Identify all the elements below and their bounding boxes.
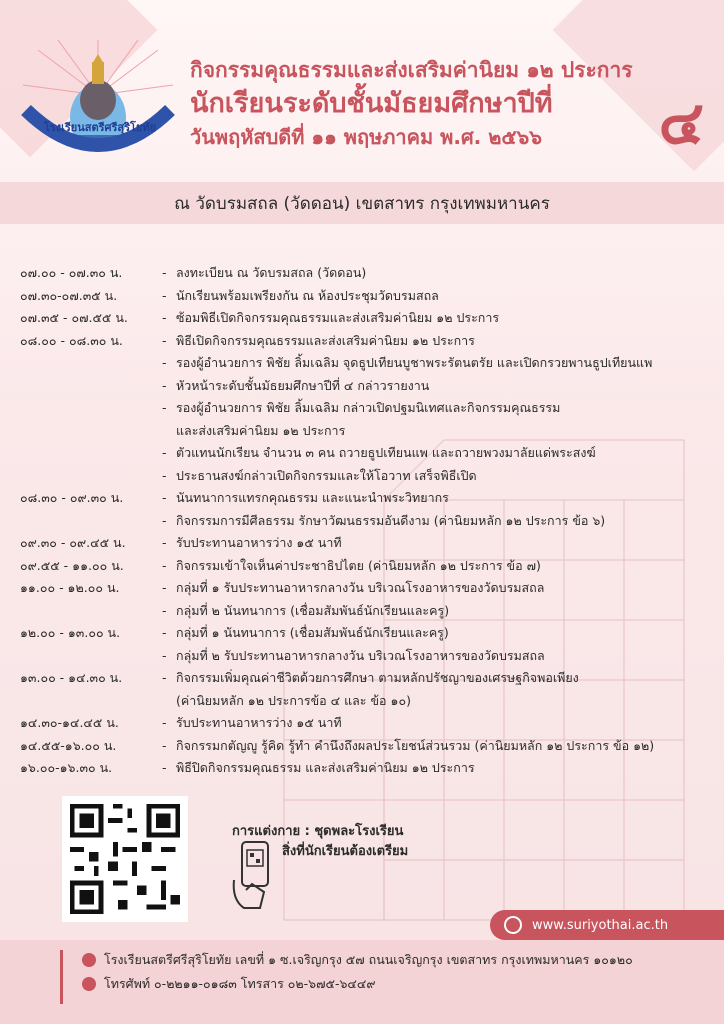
schedule-time	[20, 420, 162, 443]
schedule-dash: -	[162, 467, 167, 483]
schedule-row	[20, 690, 720, 713]
schedule-activity: นันทนาการแทรกคุณธรรม และแนะนำพระวิทยากร	[176, 490, 449, 505]
footer-address: โรงเรียนสตรีศรีสุริโยทัย เลขที่ ๑ ซ.เจริญกรุง ๕๗ ถนนเจริญกรุง เขตสาทร กรุงเทพมหานคร ๑๐๑๒๐	[104, 952, 633, 967]
schedule-time: ๐๗.๐๐ - ๐๗.๓๐ น.	[20, 265, 123, 280]
schedule-activity: พิธีเปิดกิจกรรมคุณธรรมและส่งเสริมค่านิยม ๑๒ ประการ	[176, 332, 475, 348]
schedule-row	[20, 285, 720, 308]
schedule-dash: -	[162, 512, 167, 528]
phone-scan-icon	[230, 840, 276, 912]
website-banner[interactable]	[490, 910, 724, 940]
schedule-dash	[162, 420, 176, 443]
header-date: วันพฤหัสบดีที่ ๑๑ พฤษภาคม พ.ศ. ๒๕๖๖	[190, 125, 542, 149]
header-title-line2: นักเรียนระดับชั้นมัธยมศึกษาปีที่	[190, 88, 553, 119]
phone-icon	[82, 977, 96, 991]
schedule-time: ๑๒.๐๐ - ๑๓.๐๐ น.	[20, 625, 121, 640]
schedule-time: ๑๖.๐๐-๑๖.๓๐ น.	[20, 760, 113, 775]
schedule-dash: -	[162, 557, 167, 573]
schedule-time: ๑๔.๓๐-๑๔.๔๕ น.	[20, 715, 119, 730]
venue-text: ณ วัดบรมสถล (วัดดอน) เขตสาทร กรุงเทพมหานคร	[174, 193, 550, 214]
schedule-row	[20, 262, 720, 285]
schedule-time	[20, 645, 162, 668]
school-emblem-text: โรงเรียนสตรีศรีสุริโยทัย	[43, 121, 157, 134]
schedule-row	[20, 352, 720, 375]
globe-icon	[504, 916, 522, 934]
schedule-activity: (ค่านิยมหลัก ๑๒ ประการข้อ ๔ และ ข้อ ๑๐)	[176, 692, 411, 708]
schedule-activity: หัวหน้าระดับชั้นมัธยมศึกษาปีที่ ๔ กล่าวรายงาน	[176, 377, 430, 393]
schedule-row	[20, 510, 720, 533]
website-url[interactable]: www.suriyothai.ac.th	[532, 917, 669, 933]
schedule-dash: -	[162, 602, 167, 618]
schedule-dash: -	[162, 737, 167, 753]
schedule-dash: -	[162, 760, 167, 775]
schedule-dash: -	[162, 445, 167, 460]
schedule-dash: -	[162, 535, 167, 550]
schedule-activity: รับประทานอาหารว่าง ๑๕ นาที	[176, 715, 342, 730]
schedule-activity: และส่งเสริมค่านิยม ๑๒ ประการ	[176, 422, 346, 438]
schedule-row	[20, 442, 720, 465]
schedule-time: ๐๙.๕๕ - ๑๑.๐๐ น.	[20, 557, 124, 573]
venue-banner	[0, 182, 724, 224]
schedule-dash: -	[162, 647, 167, 663]
schedule-row	[20, 645, 720, 668]
schedule-activity: กิจกรรมเพิ่มคุณค่าชีวิตด้วยการศึกษา ตามหลักปรัชญาของเศรษฐกิจพอเพียง	[176, 670, 579, 685]
schedule-row	[20, 735, 720, 758]
schedule-row	[20, 375, 720, 398]
schedule-time: ๐๘.๐๐ - ๐๘.๓๐ น.	[20, 332, 123, 348]
schedule-row	[20, 757, 720, 780]
schedule-dash: -	[162, 265, 167, 280]
header	[190, 55, 720, 151]
schedule-activity: พิธีปิดกิจกรรมคุณธรรม และส่งเสริมค่านิยม ๑๒ ประการ	[176, 760, 475, 775]
schedule-dash: -	[162, 625, 167, 640]
dress-code-text: การแต่งกาย : ชุดพละโรงเรียน	[232, 824, 404, 839]
schedule-row	[20, 420, 720, 443]
schedule-activity: กลุ่มที่ ๒ รับประทานอาหารกลางวัน บริเวณโรงอาหารของวัดบรมสถล	[176, 647, 545, 663]
schedule-time	[20, 510, 162, 533]
schedule-list	[20, 262, 720, 780]
schedule-row	[20, 532, 720, 555]
schedule-row	[20, 600, 720, 623]
schedule-activity: กิจกรรมกตัญญู รู้คิด รู้ทำ คำนึงถึงผลประโยชน์ส่วนรวม (ค่านิยมหลัก ๑๒ ประการ ข้อ ๑๒)	[176, 737, 655, 753]
schedule-row	[20, 397, 720, 420]
schedule-time	[20, 375, 162, 398]
schedule-time	[20, 442, 162, 465]
schedule-activity: ตัวแทนนักเรียน จำนวน ๓ คน ถวายธูปเทียนแพ และถวายพวงมาลัยแด่พระสงฆ์	[176, 445, 596, 460]
schedule-activity: รองผู้อำนวยการ พิชัย ลิ้มเฉลิม จุดธูปเทียนบูชาพระรัตนตรัย และเปิดกรวยพานธูปเทียนแพ	[176, 355, 653, 370]
schedule-time	[20, 397, 162, 420]
schedule-activity: รับประทานอาหารว่าง ๑๕ นาที	[176, 535, 342, 550]
footer-phone: โทรศัพท์ ๐-๒๒๑๑-๐๑๘๓ โทรสาร ๐๒-๖๗๕-๖๔๔๙	[104, 976, 376, 991]
schedule-dash: -	[162, 332, 167, 348]
schedule-dash: -	[162, 490, 167, 505]
schedule-activity: กิจกรรมเข้าใจเห็นค่าประชาธิปไตย (ค่านิยมหลัก ๑๒ ประการ ข้อ ๗)	[176, 557, 541, 573]
schedule-time: ๐๗.๓๐-๐๗.๓๕ น.	[20, 287, 118, 303]
schedule-time: ๑๓.๐๐ - ๑๔.๓๐ น.	[20, 670, 123, 685]
schedule-time: ๐๘.๓๐ - ๐๙.๓๐ น.	[20, 490, 124, 505]
schedule-row	[20, 622, 720, 645]
schedule-activity: กลุ่มที่ ๒ นันทนาการ (เชื่อมสัมพันธ์นักเรียนและครู)	[176, 602, 450, 618]
schedule-row	[20, 307, 720, 330]
schedule-row	[20, 555, 720, 578]
footer-accent-bar	[60, 950, 63, 1004]
schedule-activity: กิจกรรมการมีศีลธรรม รักษาวัฒนธรรมอันดีงาม (ค่านิยมหลัก ๑๒ ประการ ข้อ ๖)	[176, 512, 606, 528]
schedule-dash: -	[162, 287, 167, 303]
schedule-activity: รองผู้อำนวยการ พิชัย ลิ้มเฉลิม กล่าวเปิดปฐมนิเทศและกิจกรรมคุณธรรม	[176, 400, 561, 415]
schedule-activity: กลุ่มที่ ๑ รับประทานอาหารกลางวัน บริเวณโรงอาหารของวัดบรมสถล	[176, 580, 545, 595]
school-emblem-icon	[18, 40, 178, 165]
grade-number: ๔	[658, 88, 704, 158]
schedule-row	[20, 465, 720, 488]
schedule-time: ๐๗.๓๕ - ๐๗.๕๕ น.	[20, 310, 128, 325]
schedule-row	[20, 330, 720, 353]
schedule-activity: ลงทะเบียน ณ วัดบรมสถล (วัดดอน)	[176, 265, 367, 280]
schedule-row	[20, 667, 720, 690]
schedule-time	[20, 352, 162, 375]
schedule-dash: -	[162, 355, 167, 370]
footer-address-line	[82, 950, 633, 970]
schedule-row	[20, 577, 720, 600]
schedule-activity: ประธานสงฆ์กล่าวเปิดกิจกรรมและให้โอวาท เสร็จพิธีเปิด	[176, 467, 477, 483]
schedule-dash: -	[162, 377, 167, 393]
schedule-row	[20, 487, 720, 510]
schedule-dash: -	[162, 580, 167, 595]
footer	[0, 940, 724, 1024]
header-title-line1: กิจกรรมคุณธรรมและส่งเสริมค่านิยม ๑๒ ประการ	[190, 58, 633, 82]
schedule-time: ๑๑.๐๐ - ๑๒.๐๐ น.	[20, 580, 120, 595]
schedule-dash: -	[162, 715, 167, 730]
schedule-activity: กลุ่มที่ ๑ นันทนาการ (เชื่อมสัมพันธ์นักเรียนและครู)	[176, 625, 449, 640]
schedule-time	[20, 690, 162, 713]
qr-code-icon	[62, 796, 188, 922]
schedule-dash: -	[162, 310, 167, 325]
schedule-dash: -	[162, 400, 167, 415]
schedule-time	[20, 600, 162, 623]
schedule-time	[20, 465, 162, 488]
schedule-dash: -	[162, 670, 167, 685]
schedule-row	[20, 712, 720, 735]
schedule-activity: นักเรียนพร้อมเพรียงกัน ณ ห้องประชุมวัดบรมสถล	[176, 287, 439, 303]
footer-phone-line	[82, 974, 375, 994]
schedule-dash	[162, 690, 176, 713]
schedule-time: ๐๙.๓๐ - ๐๙.๔๕ น.	[20, 535, 126, 550]
schedule-time: ๑๔.๕๕-๑๖.๐๐ น.	[20, 737, 117, 753]
items-to-prepare-text: สิ่งที่นักเรียนต้องเตรียม	[282, 844, 409, 859]
schedule-activity: ซ้อมพิธีเปิดกิจกรรมคุณธรรมและส่งเสริมค่านิยม ๑๒ ประการ	[176, 310, 500, 325]
location-pin-icon	[82, 953, 96, 967]
